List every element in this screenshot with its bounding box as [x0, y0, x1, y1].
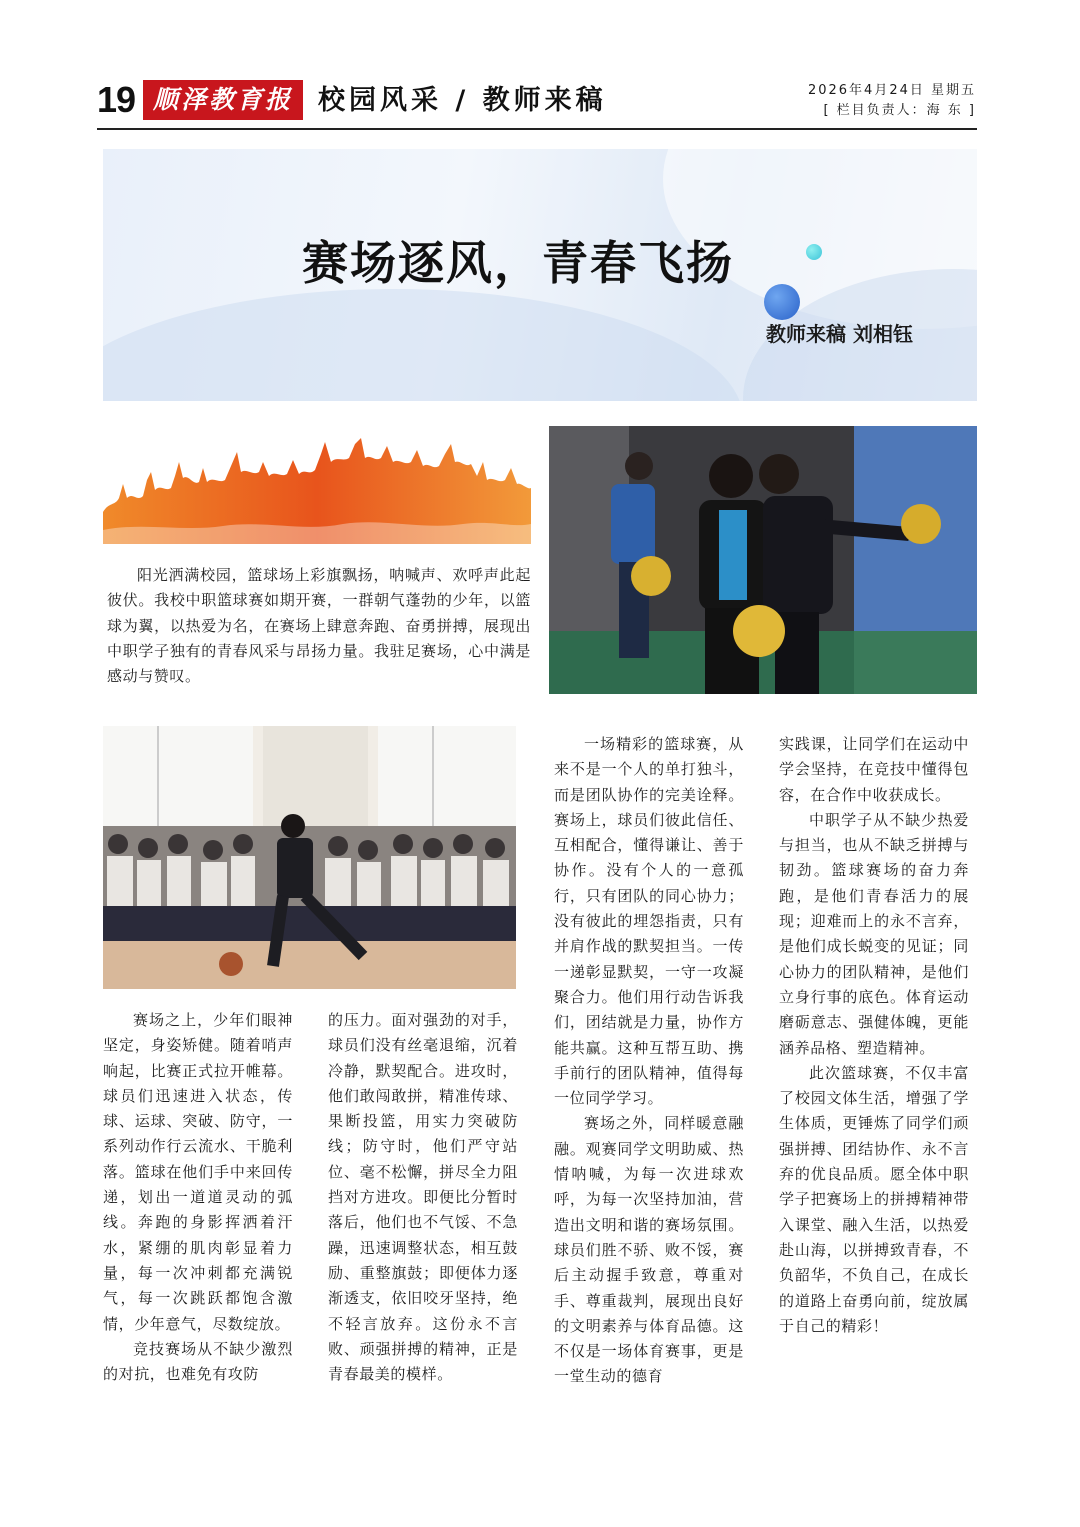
section-title: 校园风采 / 教师来稿 — [318, 85, 607, 116]
paragraph: 实践课，让同学们在运动中学会坚持，在竞技中懂得包容，在合作中收获成长。 — [779, 735, 969, 804]
paragraph: 中职学子从不缺少热爱与担当，也从不缺乏拼搏与韧劲。篮球赛场的奋力奔跑，是他们青春活力的展现；迎难而上的永不言弃，是他们成长蜕变的见证；同心协力的团队精神，是他们立身行事的底色。体育运动磨砺意志、强健体魄，更能涵养品格、塑造精神。 — [779, 810, 969, 1057]
article-column-4 — [779, 732, 969, 1339]
paragraph: 赛场之外，同样暖意融融。观赛同学文明助威、热情呐喊，为每一次进球欢呼，为每一次坚持加油，营造出文明和谐的赛场氛围。球员们胜不骄、败不馁，赛后主动握手致意，尊重对手、尊重裁判，展现出良好的文明素养与体育品德。这不仅是一场体育赛事，更是一堂生动的德育 — [554, 1114, 744, 1386]
article-intro — [107, 563, 531, 689]
cheering-crowd-graphic — [103, 432, 531, 544]
article-column-2 — [328, 1008, 518, 1387]
paragraph: 竞技赛场从不缺少激烈的对抗，也难免有攻防 — [103, 1339, 293, 1384]
column-editor: [ 栏目负责人：海 东 ] — [823, 103, 976, 118]
header-divider — [97, 128, 977, 130]
article-headline: 赛场逐风，青春飞扬 — [302, 236, 734, 290]
basketball-dribble-photo — [103, 726, 516, 989]
paragraph: 一场精彩的篮球赛，从来不是一个人的单打独斗，而是团队协作的完美诠释。赛场上，球员们彼此信任、互相配合，懂得谦让、善于协作。没有个人的一意孤行，只有团队的同心协力；没有彼此的埋怨指责，只有并肩作战的默契担当。一传一递彰显默契，一守一攻凝聚合力。他们用行动告诉我们，团结就是力量，协作方能共赢。这种互帮互助、携手前行的团队精神，值得每一位同学学习。 — [554, 735, 744, 1108]
article-byline: 教师来稿 刘相钰 — [766, 322, 913, 346]
article-column-1 — [103, 1008, 293, 1387]
issue-date: 2026年4月24日 星期五 — [807, 83, 976, 98]
article-column-3 — [554, 732, 744, 1390]
paragraph: 的压力。面对强劲的对手，球员们没有丝毫退缩，沉着冷静，默契配合。进攻时，他们敢闯敢拼，精准传球、果断投篮，用实力突破防线；防守时，他们严守站位、毫不松懈，拼尽全力阻挡对方进攻。即便比分暂时落后，他们也不气馁、不急躁，迅速调整状态，相互鼓励、重整旗鼓；即便体力逐渐透支，依旧咬牙坚持，绝不轻言放弃。这份永不言败、顽强拼搏的精神，正是青春最美的模样。 — [328, 1011, 518, 1384]
banner-wave-decoration — [103, 289, 743, 401]
title-banner — [103, 149, 977, 401]
paragraph: 此次篮球赛，不仅丰富了校园文体生活，增强了学生体质，更锤炼了同学们顽强拼搏、团结协作、永不言弃的优良品质。愿全体中职学子把赛场上的拼搏精神带入课堂、融入生活，以热爱赴山海，以拼搏致青春，不负韶华，不负自己，在成长的道路上奋勇向前，绽放属于自己的精彩！ — [779, 1063, 969, 1335]
paragraph: 赛场之上，少年们眼神坚定，身姿矫健。随着哨声响起，比赛正式拉开帷幕。球员们迅速进入状态，传球、运球、突破、防守，一系列动作行云流水、干脆利落。篮球在他们手中来回传递，划出一道道灵动的弧线。奔跑的身影挥洒着汗水，紧绷的肌肉彰显着力量，每一次冲刺都充满锐气，每一次跳跃都饱含激情，少年意气，尽数绽放。 — [103, 1011, 293, 1333]
page-number: 19 — [97, 79, 136, 120]
cheerleaders-photo — [549, 426, 977, 694]
newspaper-logo: 顺泽教育报 — [143, 80, 303, 120]
paragraph: 阳光洒满校园，篮球场上彩旗飘扬，呐喊声、欢呼声此起彼伏。我校中职篮球赛如期开赛，一群朝气蓬勃的少年，以篮球为翼，以热爱为名，在赛场上肆意奔跑、奋勇拼搏，展现出中职学子独有的青春风采与昂扬力量。我驻足赛场，心中满是感动与赞叹。 — [107, 566, 531, 686]
